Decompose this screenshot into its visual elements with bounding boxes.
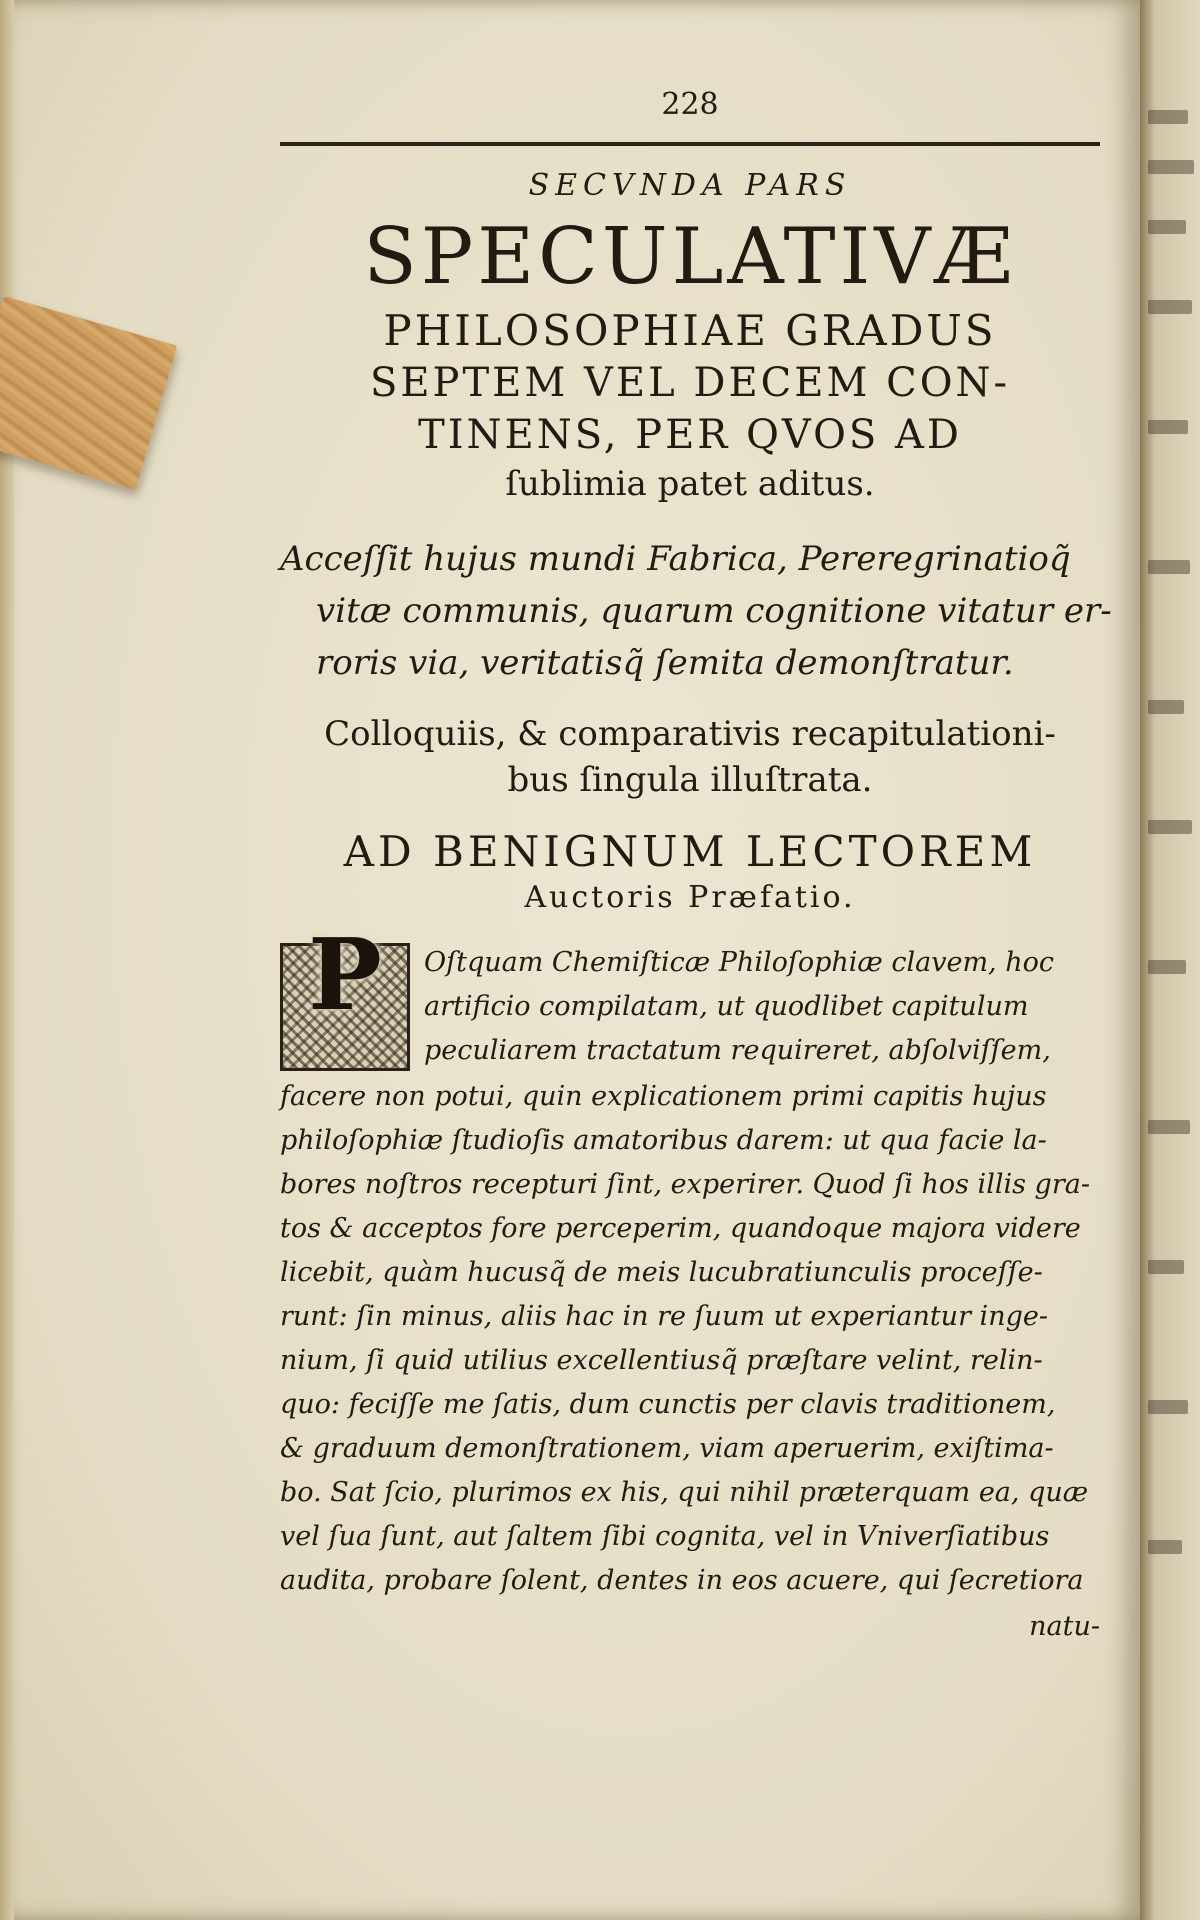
header-rule — [280, 142, 1100, 146]
body-line: audita, probare ſolent, dentes in eos acuere, qui ſecretiora — [280, 1565, 1084, 1596]
body-line: runt: ſin minus, aliis hac in re ſuum ut experiantur inge- — [280, 1301, 1048, 1332]
facing-page-text-fragment — [1148, 220, 1186, 234]
subtitle-line: SEPTEM VEL DECEM CON- — [369, 360, 1011, 406]
facing-page-text-fragment — [1148, 160, 1194, 174]
body-line: tos & acceptos fore perceperim, quandoque majora videre — [280, 1213, 1081, 1244]
facing-page-text-fragment — [1148, 1400, 1188, 1414]
facing-page-text-fragment — [1148, 1540, 1182, 1554]
facing-page-text-fragment — [1148, 300, 1192, 314]
facing-page-text-fragment — [1148, 560, 1190, 574]
body-line: quo: feciſſe me ſatis, dum cunctis per clavis traditionem, — [280, 1389, 1056, 1420]
subtitle-lower: ſublimia patet aditus. — [505, 464, 875, 504]
colloquia-line: Colloquiis, & comparativis recapitulationi- — [324, 714, 1056, 754]
body-line: vel ſua ſunt, aut ſaltem ſibi cognita, vel in Vniverſiatibus — [280, 1521, 1050, 1552]
body-line: Oſtquam Chemiſticæ Philoſophiæ clavem, hoc — [424, 947, 1054, 978]
facing-page-text-fragment — [1148, 700, 1184, 714]
facing-page-text-fragment — [1148, 820, 1192, 834]
main-title: SPECULATIVÆ — [363, 212, 1017, 302]
addendum-line: roris via, veritatisq̃ ſemita demonſtratur. — [316, 643, 1014, 683]
subtitle-line: PHILOSOPHIAE GRADUS — [383, 306, 997, 355]
drop-cap-letter: P — [308, 918, 382, 1033]
colloquia-line: bus ſingula illuſtrata. — [507, 760, 873, 800]
page-content — [280, 80, 1112, 1649]
facing-page-text-fragment — [1148, 1260, 1184, 1274]
facing-page-text-fragment — [1148, 420, 1188, 434]
ornamental-drop-cap — [280, 918, 410, 1071]
dedication-subtitle: Auctoris Præfatio. — [524, 880, 856, 915]
addendum-line: vitæ communis, quarum cognitione vitatur er- — [316, 591, 1112, 631]
body-line: & graduum demonſtrationem, viam aperuerim, exiſtima- — [280, 1433, 1054, 1464]
addendum-block — [280, 533, 1112, 689]
subtitle-line: TINENS, PER QVOS AD — [418, 412, 962, 458]
body-line: bores noſtros recepturi ſint, experirer. Quod ſi hos illis gra- — [280, 1169, 1090, 1200]
facing-page-text-fragment — [1148, 1120, 1190, 1134]
page-number: 228 — [661, 87, 719, 122]
colloquia-block — [280, 711, 1100, 803]
body-line: licebit, quàm hucusq̃ de meis lucubratiunculis proceſſe- — [280, 1257, 1043, 1288]
section-label: SECVNDA PARS — [528, 168, 852, 203]
body-line: bo. Sat ſcio, plurimos ex his, qui nihil præterquam ea, quæ — [280, 1477, 1089, 1508]
body-line: artificio compilatam, ut quodlibet capitulum — [424, 991, 1029, 1022]
facing-page-text-fragment — [1148, 960, 1186, 974]
addendum-line: Acceſſit hujus mundi Fabrica, Pereregrinatioq̃ — [280, 539, 1071, 579]
facing-page-text-fragment — [1148, 110, 1188, 124]
body-line: nium, ſi quid utilius excellentiusq̃ præſtare velint, relin- — [280, 1345, 1043, 1376]
body-line: philoſophiæ ſtudioſis amatoribus darem: ut qua facie la- — [280, 1125, 1047, 1156]
dedication-title: AD BENIGNUM LECTOREM — [343, 827, 1037, 876]
page-left-edge — [0, 0, 14, 1920]
body-line: peculiarem tractatum requireret, abſolviſſem, — [424, 1035, 1051, 1066]
preface-body — [280, 918, 1100, 1649]
body-line: facere non potui, quin explicationem primi capitis hujus — [280, 1081, 1047, 1112]
catchword: natu- — [1029, 1611, 1100, 1642]
